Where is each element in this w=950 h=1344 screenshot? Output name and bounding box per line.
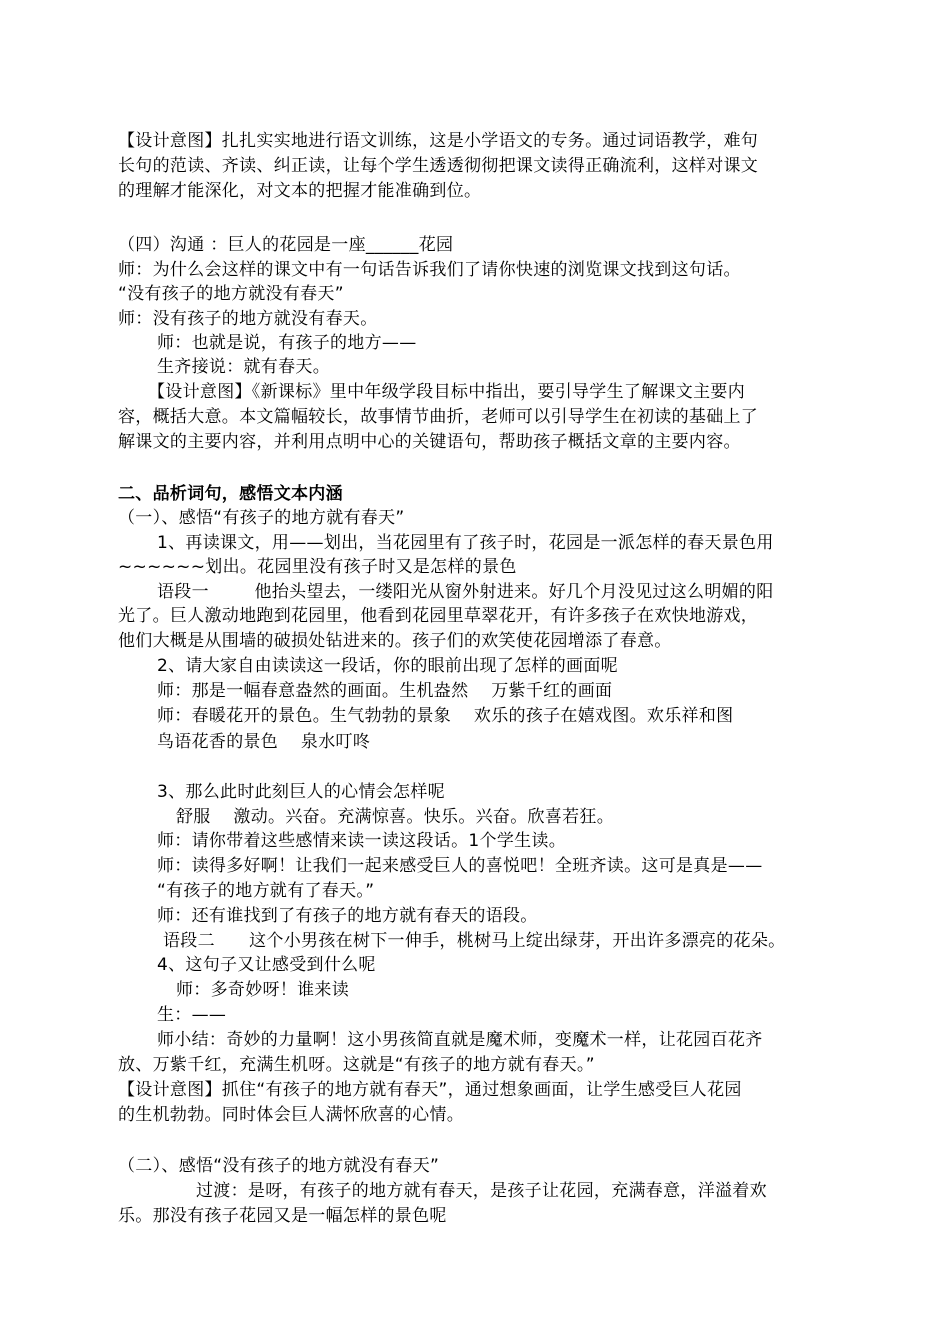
text-line: 师：春暖花开的景色。生气勃勃的景象 欢乐的孩子在嬉戏图。欢乐祥和图 (157, 706, 734, 726)
text-line: 鸟语花香的景色 泉水叮咚 (157, 732, 371, 752)
text-line: 4、这句子又让感受到什么呢 (157, 955, 376, 975)
text-line: 生：—— (157, 1005, 227, 1025)
text-line: 师小结：奇妙的力量啊！这小男孩简直就是魔术师，变魔术一样，让花园百花齐 (157, 1030, 763, 1050)
text-line: 放、万紫千红，充满生机呀。这就是“有孩子的地方就有春天。” (118, 1055, 595, 1075)
text-line: 师：为什么会这样的课文中有一句话告诉我们了请你快速的浏览课文找到这句话。 (118, 260, 741, 280)
text-line: 语段二 这个小男孩在树下一伸手，桃树马上绽出绿芽，开出许多漂亮的花朵。 (163, 931, 786, 951)
text-line: 生齐接说：就有春天。 (157, 357, 330, 377)
text-line: 光了。巨人激动地跑到花园里，他看到花园里草翠花开，有许多孩子在欢快地游戏， (118, 606, 759, 626)
text-line: 师：那是一幅春意盎然的画面。生机盎然 万紫千红的画面 (157, 681, 613, 701)
text-line: 1、再读课文，用——划出，当花园里有了孩子时，花园是一派怎样的春天景色用 (157, 533, 774, 553)
text-line: 师：请你带着这些感情来读一读这段话。1个学生读。 (157, 831, 567, 851)
text-line: “有孩子的地方就有了春天。” (157, 881, 375, 901)
text-line: 他们大概是从围墙的破损处钻进来的。孩子们的欢笑使花园增添了春意。 (118, 631, 672, 651)
text-line: 【设计意图】《新课标》里中年级学段目标中指出，要引导学生了解课文主要内 (148, 382, 745, 402)
text-line: （四）沟通 ：巨人的花园是一座______花园 (118, 235, 454, 255)
text-line: 长句的范读、齐读、纠正读，让每个学生透透彻彻把课文读得正确流利，这样对课文 (118, 156, 759, 176)
text-line: ~~~~~~划出。花园里没有孩子时又是怎样的景色 (118, 557, 517, 577)
text-line: “没有孩子的地方就没有春天” (118, 284, 344, 304)
text-line: （二）、感悟“没有孩子的地方就没有春天” (118, 1156, 440, 1176)
text-line: 2、请大家自由读读这一段话，你的眼前出现了怎样的画面呢 (157, 656, 618, 676)
section-heading: 二、品析词句，感悟文本内涵 (118, 484, 343, 504)
text-line: 师：多奇妙呀！谁来读 (176, 980, 349, 1000)
text-line: 【设计意图】扎扎实实地进行语文训练，这是小学语文的专务。通过词语教学，难句 (118, 131, 759, 151)
text-line: 容，概括大意。本文篇幅较长，故事情节曲折，老师可以引导学生在初读的基础上了 (118, 407, 759, 427)
text-line: 过渡：是呀，有孩子的地方就有春天，是孩子让花园，充满春意，洋溢着欢 (196, 1181, 767, 1201)
text-line: 【设计意图】抓住“有孩子的地方就有春天”，通过想象画面，让学生感受巨人花园 (118, 1080, 742, 1100)
text-line: 师：也就是说，有孩子的地方—— (157, 333, 417, 353)
text-line: 师：没有孩子的地方就没有春天。 (118, 309, 378, 329)
text-line: 师：读得多好啊！让我们一起来感受巨人的喜悦吧！全班齐读。这可是真是—— (157, 856, 763, 876)
text-line: 乐。那没有孩子花园又是一幅怎样的景色呢 (118, 1206, 447, 1226)
text-line: 3、那么此时此刻巨人的心情会怎样呢 (157, 782, 445, 802)
text-line: 解课文的主要内容，并利用点明中心的关键语句，帮助孩子概括文章的主要内容。 (118, 432, 741, 452)
text-line: 的理解才能深化，对文本的把握才能准确到位。 (118, 181, 482, 201)
text-line: 舒服 激动。兴奋。充满惊喜。快乐。兴奋。欣喜若狂。 (176, 807, 615, 827)
text-line: 师：还有谁找到了有孩子的地方就有春天的语段。 (157, 906, 538, 926)
text-line: 语段一 他抬头望去，一缕阳光从窗外射进来。好几个月没见过这么明媚的阳 (157, 582, 774, 602)
text-line: 的生机勃勃。同时体会巨人满怀欣喜的心情。 (118, 1105, 464, 1125)
text-line: （一）、感悟“有孩子的地方就有春天” (118, 508, 405, 528)
